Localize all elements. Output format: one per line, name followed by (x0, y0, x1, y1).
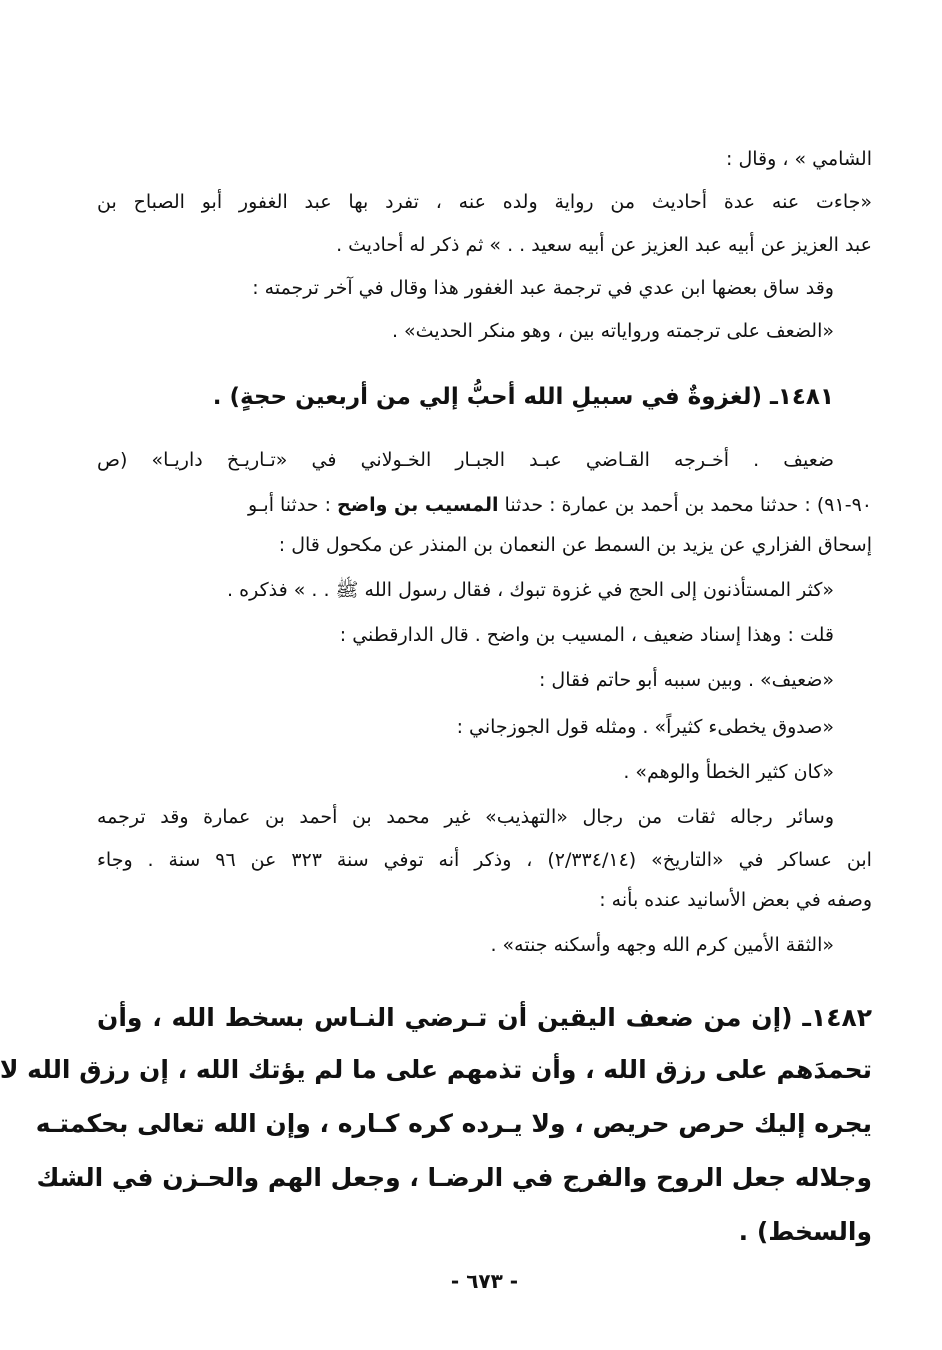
quote-line: «صدوق يخطىء كثيراً» . ومثله قول الجوزجاني : (456, 716, 834, 738)
text-line: الشامي » ، وقال : (726, 148, 872, 170)
text-line: إسحاق الفزاري عن يزيد بن السمط عن النعمان بن المنذر عن مكحول قال : (278, 534, 872, 556)
text-line: وسائر رجاله ثقات من رجال «التهذيب» غير محمد بن أحمد بن عمارة وقد ترجمه (97, 806, 834, 828)
hadith-heading-1482: ١٤٨٢ـ (إن من ضعف اليقين أن تـرضي النـاس بسخط الله ، وأن (97, 1003, 872, 1032)
quote-line: «الضعف على ترجمته ورواياته بين ، وهو منكر الحديث» . (391, 320, 834, 342)
quote-line: «ضعيف» . وبين سببه أبو حاتم فقال : (538, 669, 834, 691)
quote-line: «الثقة الأمين كرم الله وجهه وأسكنه جنته» . (490, 934, 834, 956)
hadith-text-line: وجلاله جعل الروح والفرج في الرضـا ، وجعل الهم والحـزن في الشك (36, 1163, 872, 1192)
text-segment: : حدثنا أبـو (248, 494, 331, 516)
hadith-text-line: يجره إليك حرص حريص ، ولا يـرده كره كـاره ، وإن الله تعالى بحكمتـه (35, 1109, 872, 1138)
page-number: - ٦٧٣ - (450, 1269, 519, 1293)
text-line-with-narrator (97, 490, 872, 520)
text-line: عبد العزيز عن أبيه عبد العزيز عن أبيه سعيد . . » ثم ذكر له أحاديث . (336, 234, 872, 256)
quote-line: «كان كثير الخطأ والوهم» . (623, 761, 834, 783)
narrator-name: المسيب بن واضح (337, 494, 499, 516)
hadith-text-line: والسخط) . (738, 1217, 872, 1246)
text-line: وقد ساق بعضها ابن عدي في ترجمة عبد الغفور هذا وقال في آخر ترجمته : (252, 277, 834, 299)
text-line: ضعيف . أخـرجه القـاضي عبـد الجبـار الخـولاني في «تـاريـخ داريـا» (ص (97, 449, 834, 471)
text-segment: ٩٠-٩١) : حدثنا محمد بن أحمد بن عمارة : حدثنا (504, 494, 872, 516)
hadith-text-line: تحمدَهم على رزق الله ، وأن تذمهم على ما لم يؤتك الله ، إن رزق الله لا (0, 1055, 872, 1084)
text-line: وصفه في بعض الأسانيد عنده بأنه : (599, 889, 872, 911)
text-line: ابن عساكر في «التاريخ» (٢/٣٣٤/١٤) ، وذكر أنه توفي سنة ٣٢٣ عن ٩٦ سنة . وجاء (97, 849, 872, 871)
hadith-heading-1481: ١٤٨١ـ (لغزوةٌ في سبيلِ الله أحبُّ إلي من أربعين حجةٍ) . (212, 384, 834, 410)
quote-line: «كثر المستأذنون إلى الحج في غزوة تبوك ، فقال رسول الله ﷺ . . » فذكره . (227, 579, 834, 601)
quote-line: «جاءت عنه عدة أحاديث من رواية ولده عنه ، تفرد بها عبد الغفور أبو الصباح بن (97, 191, 872, 213)
text-line: قلت : وهذا إسناد ضعيف ، المسيب بن واضح . قال الدارقطني : (339, 624, 834, 646)
